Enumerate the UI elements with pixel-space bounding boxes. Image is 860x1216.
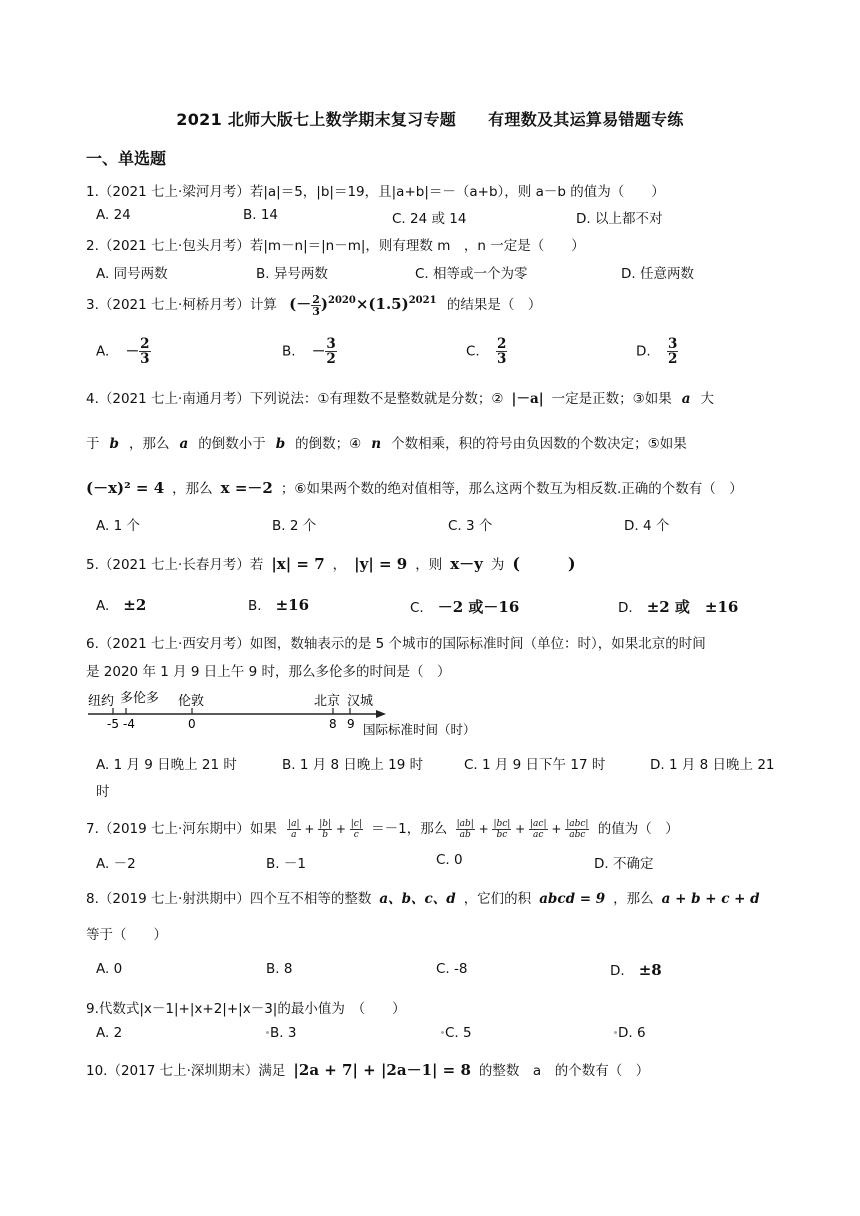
document-title	[0, 107, 860, 130]
q8-option-a: A. 0	[96, 961, 123, 977]
q1-option-a: A. 24	[96, 207, 131, 223]
q9-option-a: A. 2	[96, 1025, 123, 1041]
q2-option-d: D. 任意两数	[621, 266, 694, 282]
value-new-york: -5	[107, 717, 119, 731]
q6-option-a: A. 1 月 9 日晚上 21 时	[96, 757, 237, 773]
q7-option-d: D. 不确定	[594, 856, 654, 872]
q1-option-d: D. 以上都不对	[576, 211, 663, 227]
q5-option-a: A. ±2	[96, 596, 147, 614]
q7-sum-2: $\frac{|ab|}{ab}$ + $\frac{|bc|}{bc}$ + $\frac{|ac|}{ac}$ + |abc| abc	[456, 818, 589, 840]
q3-expression: (－ $\frac{2}{3}$ )$^{2020}\times(1.5)^{2021}$	[289, 292, 437, 318]
title-part1: 2021 北师大版七上数学期末复习专题	[176, 110, 457, 129]
question-4-line-1: 4.（2021 七上·南通月考）下列说法：①有理数不是整数就是分数；② |－a| 一定是正数；③如果 a 大	[86, 391, 714, 407]
axis-arrow-icon	[376, 710, 386, 718]
q8-option-b: B. 8	[266, 961, 293, 977]
question-3-stem	[86, 293, 541, 317]
question-7-stem: 7.（2019 七上·河东期中）如果 $\frac{|a|}{a}$ + $\frac{|b|}{b}$ + $\frac{|c|}{c}$ ＝－1，那么 $\frac{|ab|}{ab}$ + $\frac{|bc|}{bc}$ + $\frac{|ac|}{ac}$ + |abc| abc 的值为（ ）	[86, 818, 679, 840]
q6-option-d: D. 1 月 8 日晚上 21	[650, 757, 775, 773]
q7-sum-1: $\frac{|a|}{a}$ + $\frac{|b|}{b}$ + $\frac{|c|}{c}$	[288, 818, 362, 840]
question-8-line-1: 8.（2019 七上·射洪期中）四个互不相等的整数 a、b、c、d ，它们的积 abcd = 9 ，那么 a + b + c + d	[86, 891, 760, 907]
q3-prefix: 3.（2021 七上·柯桥月考）计算	[86, 297, 277, 313]
q5-option-b: B. ±16	[248, 596, 310, 614]
q3-option-b: B. － $\frac{3}{2}$	[282, 336, 336, 367]
bullet-dot	[614, 1031, 617, 1034]
q3-suffix: 的结果是（ ）	[446, 297, 542, 313]
bullet-dot	[441, 1031, 444, 1034]
question-4-line-3: (－x)² = 4 ，那么 x =－2 ；⑥如果两个数的绝对值相等，那么这两个数互为相反数.正确的个数有（ ）	[86, 479, 743, 497]
q2-option-a: A. 同号两数	[96, 266, 168, 282]
q1-option-c: C. 24 或 14	[392, 211, 467, 227]
q4-option-c: C. 3 个	[448, 518, 493, 534]
value-london: 0	[188, 717, 196, 731]
q7-option-b: B. －1	[266, 856, 306, 872]
q2-option-c: C. 相等或一个为零	[415, 266, 528, 282]
q2-option-b: B. 异号两数	[256, 266, 328, 282]
q8-option-d: D. ±8	[610, 961, 662, 979]
axis-label: 国际标准时间（时）	[363, 722, 476, 737]
q5-option-d: D. ±2 或 ±16	[618, 598, 739, 616]
city-seoul: 汉城	[347, 694, 374, 709]
q7-option-c: C. 0	[436, 852, 463, 868]
q9-option-c: C. 5	[445, 1025, 472, 1041]
number-line-figure	[86, 688, 476, 746]
q4-option-b: B. 2 个	[272, 518, 317, 534]
q6-option-b: B. 1 月 8 日晚上 19 时	[282, 757, 424, 773]
q4-option-d: D. 4 个	[624, 518, 670, 534]
value-beijing: 8	[329, 717, 337, 731]
question-4-line-2: 于 b ，那么 a 的倒数小于 b 的倒数；④ n 个数相乘，积的符号由负因数的个数决定；⑤如果	[86, 436, 687, 452]
q8-option-c: C. -8	[436, 961, 468, 977]
q6-option-d-continued: 时	[96, 784, 110, 800]
question-1-stem: 1.（2021 七上·梁河月考）若|a|＝5，|b|＝19，且|a+b|＝－（a+b），则 a－b 的值为（ ）	[86, 184, 665, 200]
question-6-line-2: 是 2020 年 1 月 9 日上午 9 时，那么多伦多的时间是（ ）	[86, 664, 451, 680]
city-toronto: 多伦多	[120, 691, 160, 706]
city-beijing: 北京	[314, 694, 341, 709]
question-10-stem: 10.（2017 七上·深圳期末）满足 |2a + 7| + |2a－1| = 8 的整数 a 的个数有（ ）	[86, 1061, 650, 1079]
question-5-stem: 5.（2021 七上·长春月考）若 |x| = 7 ， |y| = 9 ，则 x－y 为 ( )	[86, 554, 576, 573]
bullet-dot	[266, 1031, 269, 1034]
q3-option-d: D. $\frac{3}{2}$	[636, 336, 678, 367]
question-9-stem: 9.代数式|x－1|+|x+2|+|x－3|的最小值为 （ ）	[86, 1001, 406, 1017]
city-london: 伦敦	[178, 694, 205, 709]
title-part2: 有理数及其运算易错题专练	[488, 110, 684, 129]
q6-option-c: C. 1 月 9 日下午 17 时	[464, 757, 606, 773]
question-8-line-2: 等于（ ）	[86, 927, 167, 943]
question-6-line-1: 6.（2021 七上·西安月考）如图，数轴表示的是 5 个城市的国际标准时间（单位：时），如果北京的时间	[86, 636, 706, 652]
q1-option-b: B. 14	[243, 207, 279, 223]
q7-option-a: A. －2	[96, 856, 136, 872]
section-heading: 一、单选题	[86, 149, 167, 168]
city-new-york: 纽约	[88, 694, 115, 709]
q3-option-a: A. － $\frac{2}{3}$	[96, 336, 150, 367]
q9-option-b: B. 3	[270, 1025, 297, 1041]
q5-option-c: C. －2 或－16	[410, 598, 520, 616]
value-seoul: 9	[347, 717, 355, 731]
q3-option-c: C. $\frac{2}{3}$	[466, 336, 507, 367]
value-toronto: -4	[123, 717, 135, 731]
q9-option-d: D. 6	[618, 1025, 646, 1041]
question-2-stem: 2.（2021 七上·包头月考）若|m－n|＝|n－m|，则有理数 m ，n 一定是（ ）	[86, 238, 585, 254]
q4-option-a: A. 1 个	[96, 518, 140, 534]
